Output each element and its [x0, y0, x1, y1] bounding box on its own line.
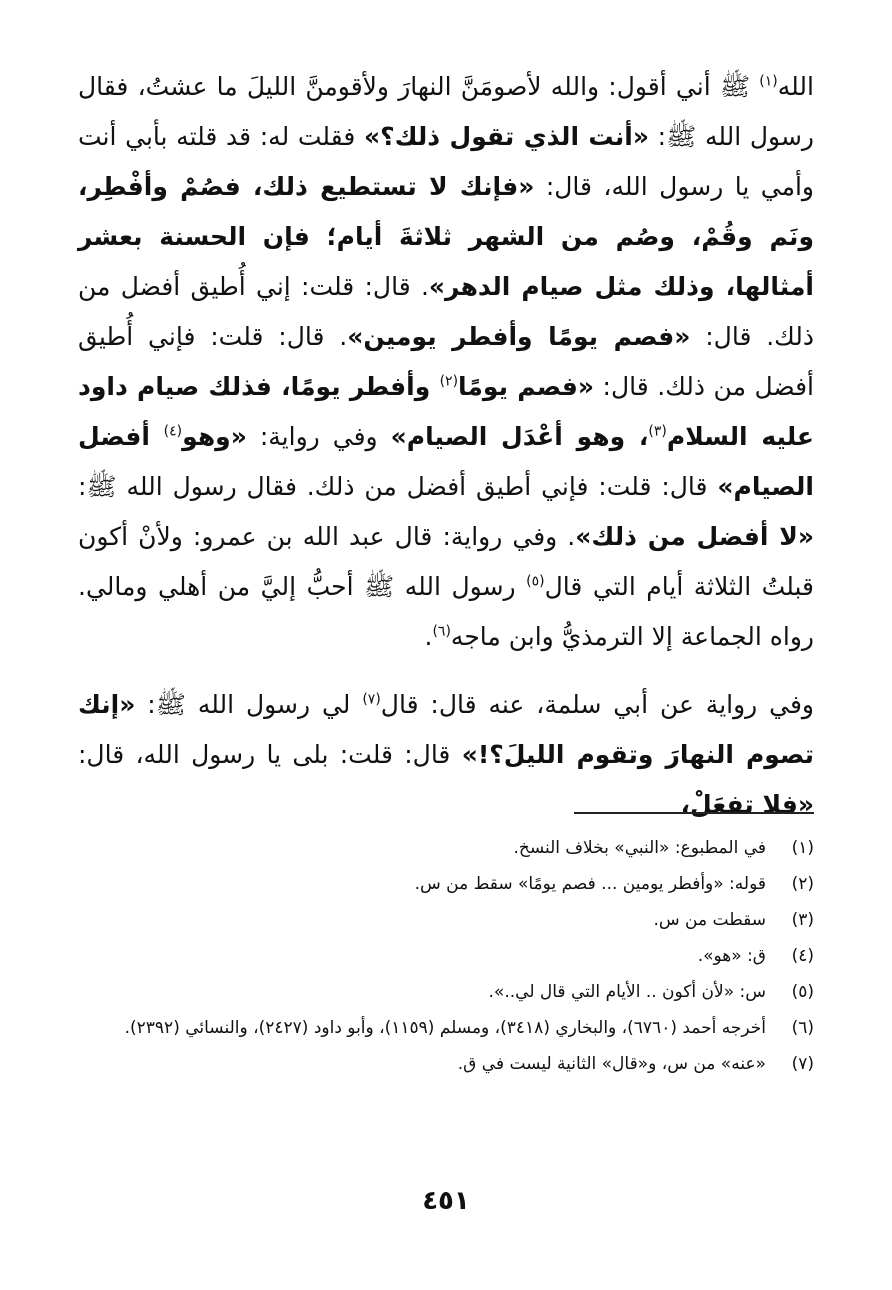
hadith-quote: ، وهو أعْدَل الصيام»: [390, 422, 649, 451]
text-run: وفي رواية:: [246, 422, 391, 451]
footnote-number: (٤): [791, 946, 814, 966]
text-run: ﷺ أني أقول: والله لأصومَنَّ النهارَ ولأقومنَّ الليلَ ما عشتُ، فقال رسول الله ﷺ:: [78, 72, 814, 151]
footnote-text: س: «لأن أكون .. الأيام التي قال لي..».: [488, 982, 766, 1002]
footnote-4: [78, 938, 814, 974]
text-run: وفي رواية عن أبي سلمة، عنه قال: قال: [380, 690, 815, 719]
text-run: .: [424, 622, 433, 651]
footnote-text: أخرجه أحمد (٦٧٦٠)، والبخاري (٣٤١٨)، ومسلم (١١٥٩)، وأبو داود (٢٤٢٧)، والنسائي (٢٣٩٢).: [124, 1018, 766, 1038]
paragraph-2: [78, 680, 814, 830]
footnote-text: قوله: «وأفطر يومين ... فصم يومًا» سقط من س.: [414, 874, 766, 894]
footnotes: [78, 830, 814, 1082]
footnote-6: [78, 1010, 814, 1046]
text-run: رسول الله ﷺ أحبُّ إليَّ من أهلي ومالي. رواه الجماعة إلا الترمذيُّ وابن ماجه: [78, 572, 814, 651]
text-run: قال: قلت: بلى يا رسول الله، قال:: [78, 740, 462, 769]
footnote-2: [78, 866, 814, 902]
hadith-quote: «فصم يومًا: [458, 372, 595, 401]
footnote-ref-5[interactable]: (٥): [526, 573, 545, 590]
text-run: فقلت له: قد قلته بأبي أنت وأمي يا رسول الله، قال:: [78, 122, 815, 201]
footnote-ref-6[interactable]: (٦): [432, 623, 451, 640]
footnote-number: (١): [791, 838, 814, 858]
footnote-ref-3[interactable]: (٣): [648, 423, 667, 440]
footnote-text: «عنه» من س، و«قال» الثانية ليست في ق.: [457, 1054, 766, 1074]
footnote-number: (٥): [791, 982, 814, 1002]
hadith-quote: «فلا تفعَلْ،: [680, 790, 814, 819]
footnote-5: [78, 974, 814, 1010]
footnote-3: [78, 902, 814, 938]
text-run: لي رسول الله ﷺ:: [135, 690, 363, 719]
footnote-number: (٢): [791, 874, 814, 894]
main-text: [78, 62, 814, 830]
hadith-quote: «فصم يومًا وأفطر يومين»: [347, 322, 691, 351]
footnote-ref-4[interactable]: (٤): [163, 423, 183, 440]
footnote-ref-1[interactable]: (١): [759, 73, 778, 90]
hadith-quote: «وهو: [182, 422, 247, 451]
footnote-number: (٦): [791, 1018, 814, 1038]
paragraph-1: [78, 62, 814, 662]
footnote-ref-2[interactable]: (٢): [439, 373, 459, 390]
footnote-1: [78, 830, 814, 866]
hadith-quote: «فإنك لا تستطيع ذلك، فصُمْ وأفْطِر، ونَم وقُمْ، وصُم من الشهر ثلاثةَ أيام؛ فإن الحسنة بعشر أمثالها، وذلك مثل صيام الدهر»: [78, 172, 814, 301]
hadith-quote: أفضل الصيام»: [78, 422, 814, 501]
text-run: . قال: قلت: فإني أُطيق أفضل من ذلك. قال:: [78, 322, 815, 401]
footnote-text: ق: «هو».: [697, 946, 766, 966]
hadith-quote: «إنك تصوم النهارَ وتقوم الليلَ؟!»: [78, 690, 814, 769]
footnote-number: (٧): [791, 1054, 814, 1074]
footnote-7: [78, 1046, 814, 1082]
text-run: الله: [777, 72, 814, 101]
footnote-text: في المطبوع: «النبي» بخلاف النسخ.: [513, 838, 766, 858]
footnote-separator: [574, 812, 814, 814]
text-run: . وفي رواية: قال عبد الله بن عمرو: ولأنْ أكون قبلتُ الثلاثة أيام التي قال: [78, 522, 814, 601]
text-run: . قال: قلت: إني أُطيق أفضل من ذلك. قال:: [78, 272, 814, 351]
text-run: قال: قلت: فإني أطيق أفضل من ذلك. فقال رسول الله ﷺ:: [78, 472, 718, 501]
hadith-quote: «لا أفضل من ذلك»: [575, 522, 814, 551]
footnote-text: سقطت من س.: [653, 910, 766, 930]
page-number: ٤٥١: [422, 1186, 470, 1216]
hadith-quote: «أنت الذي تقول ذلك؟»: [363, 122, 650, 151]
footnote-number: (٣): [791, 910, 814, 930]
footnote-ref-7[interactable]: (٧): [362, 691, 381, 708]
hadith-quote: وأفطر يومًا، فذلك صيام داود عليه السلام: [78, 372, 815, 451]
